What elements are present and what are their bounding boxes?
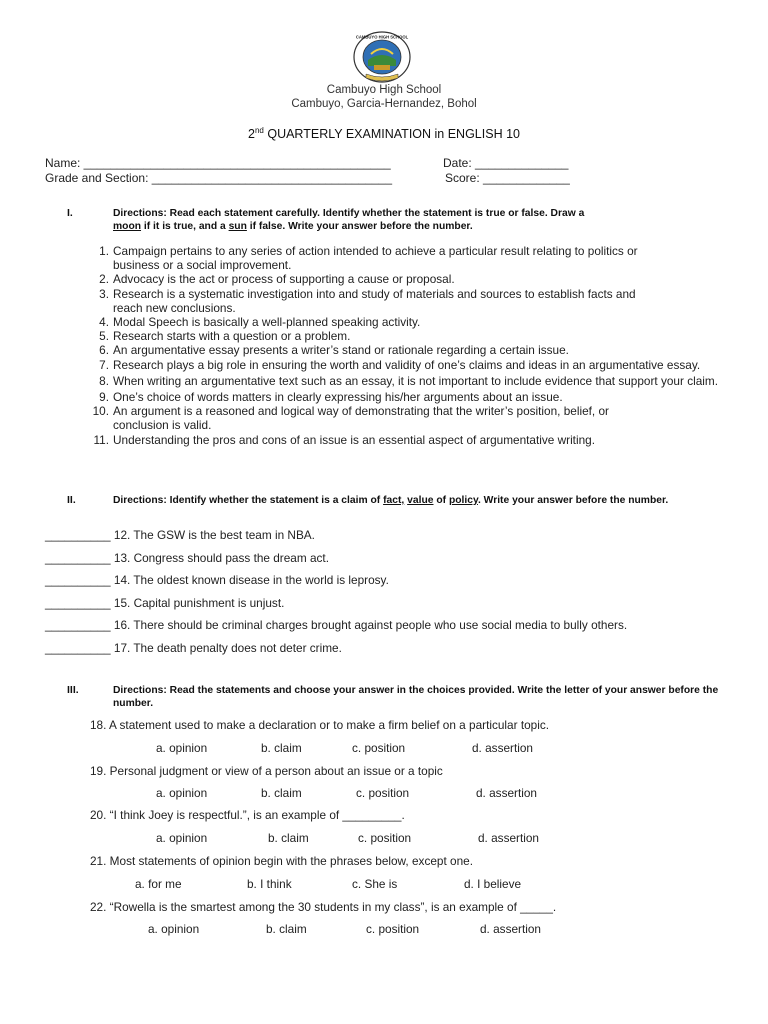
true-false-item bbox=[87, 315, 747, 329]
item-text: 12. The GSW is the best team in NBA. bbox=[110, 528, 315, 542]
svg-text:CAMBUYO HIGH SCHOOL: CAMBUYO HIGH SCHOOL bbox=[355, 34, 409, 40]
item-text: Research starts with a question or a problem. bbox=[113, 329, 351, 344]
choice-option: c. position bbox=[356, 786, 410, 800]
true-false-item bbox=[87, 343, 747, 357]
item-text: 16. There should be criminal charges brought against people who use social media to bully others. bbox=[110, 618, 628, 632]
item-text: Understanding the pros and cons of an issue is an essential aspect of argumentative writing. bbox=[113, 432, 595, 447]
choice-option: a. opinion bbox=[156, 741, 208, 755]
section-2-directions: Directions: Identify whether the statement is a claim of fact, value of policy. Write your answer before the number. bbox=[113, 495, 669, 506]
item-text: Modal Speech is basically a well-planned speaking activity. bbox=[113, 315, 421, 330]
item-text: 17. The death penalty does not deter crime. bbox=[110, 640, 342, 655]
answer-blank: __________ bbox=[45, 550, 111, 565]
true-false-item bbox=[87, 287, 747, 315]
date-field: Date: ______________ bbox=[443, 156, 569, 170]
claim-item bbox=[45, 551, 745, 574]
item-number: 7. bbox=[99, 357, 109, 372]
item-number: 9. bbox=[99, 390, 109, 405]
school-name: Cambuyo High School bbox=[326, 84, 442, 96]
choice-option: d. assertion bbox=[472, 741, 533, 755]
true-false-item bbox=[87, 433, 747, 447]
true-false-item bbox=[87, 358, 747, 372]
section-2-list bbox=[45, 528, 745, 663]
choice-option: b. claim bbox=[268, 831, 309, 845]
true-false-item bbox=[87, 374, 747, 388]
answer-blank: __________ bbox=[45, 640, 111, 655]
school-address: Cambuyo, Garcia-Hernandez, Bohol bbox=[291, 98, 477, 110]
claim-item bbox=[45, 641, 745, 664]
choice-option: b. claim bbox=[261, 786, 302, 800]
answer-blank: __________ bbox=[45, 528, 111, 542]
choice-option: c. position bbox=[352, 741, 406, 755]
name-field: Name: ______________________________________________ bbox=[45, 156, 391, 170]
item-text: Advocacy is the act or process of supporting a cause or proposal. bbox=[113, 272, 455, 287]
item-number: 5. bbox=[99, 329, 109, 344]
item-text: Research is a systematic investigation into and study of materials and sources to establish facts and reach new conclusions. bbox=[113, 286, 636, 315]
item-number: 11. bbox=[93, 432, 109, 447]
claim-item bbox=[45, 528, 745, 551]
answer-blank: __________ bbox=[45, 595, 111, 610]
answer-blank: __________ bbox=[45, 618, 111, 632]
exam-title: 2nd QUARTERLY EXAMINATION in ENGLISH 10 bbox=[248, 126, 520, 142]
item-number: 1. bbox=[99, 244, 109, 258]
score-field: Score: _____________ bbox=[445, 171, 570, 185]
choice-option: a. opinion bbox=[156, 786, 208, 800]
item-number: 3. bbox=[99, 286, 109, 301]
question-text: 20. “I think Joey is respectful.”, is an example of _________. bbox=[90, 808, 405, 822]
section-3-number: III. bbox=[67, 684, 79, 696]
item-text: An argumentative essay presents a writer’s stand or rationale regarding a certain issue. bbox=[113, 343, 569, 358]
item-text: When writing an argumentative text such as an essay, it is not important to include evidence that support your claim. bbox=[113, 373, 719, 388]
section-1-list bbox=[87, 244, 747, 447]
item-number: 2. bbox=[99, 272, 109, 287]
question-text: 18. A statement used to make a declaration or to make a firm belief on a particular topic. bbox=[90, 718, 550, 732]
item-number: 8. bbox=[99, 373, 109, 388]
item-text: Campaign pertains to any series of action intended to achieve a particular result relating to politics or business or a social improvement. bbox=[113, 244, 638, 273]
true-false-item bbox=[87, 272, 747, 286]
choice-option: a. opinion bbox=[148, 922, 200, 936]
question-text: 19. Personal judgment or view of a person about an issue or a topic bbox=[90, 764, 443, 778]
item-text: Research plays a big role in ensuring the worth and validity of one’s claims and ideas in an argumentative essay. bbox=[113, 357, 701, 372]
choice-option: d. assertion bbox=[480, 922, 541, 936]
choice-option: a. opinion bbox=[156, 831, 208, 845]
choice-option: c. position bbox=[366, 922, 420, 936]
question-text: 21. Most statements of opinion begin with the phrases below, except one. bbox=[90, 854, 473, 868]
claim-item bbox=[45, 596, 745, 619]
item-number: 6. bbox=[99, 343, 109, 358]
choice-option: b. claim bbox=[261, 741, 302, 755]
choice-option: b. I think bbox=[247, 877, 292, 891]
choice-option: d. assertion bbox=[478, 831, 539, 845]
true-false-item bbox=[87, 244, 747, 272]
choice-option: b. claim bbox=[266, 922, 307, 936]
answer-blank: __________ bbox=[45, 573, 111, 587]
item-number: 10. bbox=[92, 404, 109, 419]
item-text: One’s choice of words matters in clearly expressing his/her arguments about an issue. bbox=[113, 390, 563, 405]
school-seal-logo bbox=[352, 30, 412, 84]
question-text: 22. “Rowella is the smartest among the 30 students in my class”, is an example of _____. bbox=[90, 900, 557, 914]
claim-item bbox=[45, 573, 745, 596]
item-number: 4. bbox=[99, 315, 109, 330]
item-text: 15. Capital punishment is unjust. bbox=[110, 595, 285, 610]
choice-option: c. She is bbox=[352, 877, 398, 891]
section-3-directions: Directions: Read the statements and choose your answer in the choices provided. Write the letter of your answer before the number. bbox=[113, 685, 719, 709]
true-false-item bbox=[87, 404, 747, 432]
item-text: An argument is a reasoned and logical way of demonstrating that the writer’s position, belief, or conclusion is valid. bbox=[113, 404, 609, 433]
choice-option: d. assertion bbox=[476, 786, 537, 800]
item-text: 13. Congress should pass the dream act. bbox=[110, 550, 329, 565]
true-false-item bbox=[87, 329, 747, 343]
grade-section-field: Grade and Section: ____________________________________ bbox=[45, 171, 392, 185]
claim-item bbox=[45, 618, 745, 641]
true-false-item bbox=[87, 390, 747, 404]
section-1-directions: Directions: Read each statement carefully. Identify whether the statement is true or false. Draw a moon if it is true, and a sun if false. Write your answer before the number. bbox=[113, 208, 585, 232]
item-text: 14. The oldest known disease in the world is leprosy. bbox=[110, 573, 389, 587]
choice-option: d. I believe bbox=[464, 877, 522, 891]
section-1-number: I. bbox=[67, 207, 73, 219]
choice-option: c. position bbox=[358, 831, 412, 845]
section-2-number: II. bbox=[67, 494, 76, 506]
choice-option: a. for me bbox=[135, 877, 182, 891]
